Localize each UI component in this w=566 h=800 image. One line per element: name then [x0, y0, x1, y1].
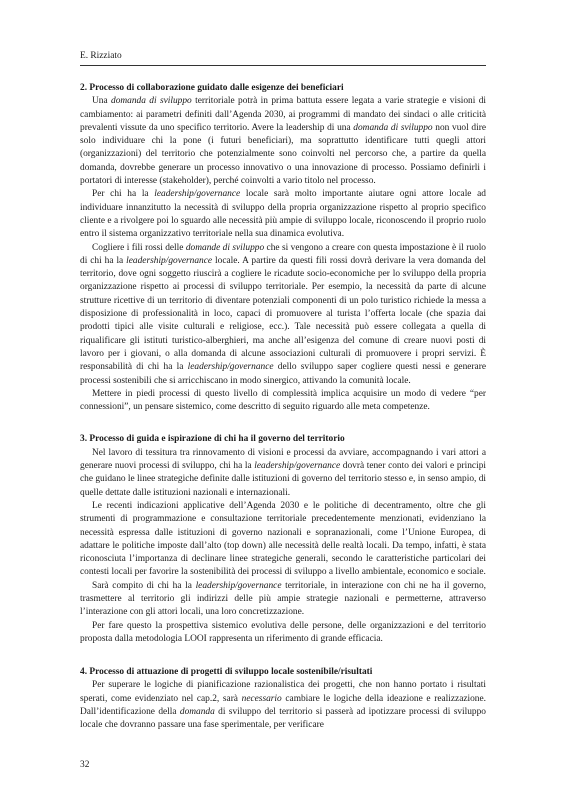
section-spacer — [80, 646, 486, 666]
section-3-paragraph-4: Per fare questo la prospettiva sistemico evolutiva delle persone, delle organizzazioni e del territorio proposta dalla metodologia LOOI rappresenta un riferimento di grande efficacia. — [80, 620, 486, 644]
running-header — [80, 50, 486, 66]
page-body — [80, 82, 486, 733]
section-3-paragraph-3: Sarà compito di chi ha la leadership/governance territoriale, in interazione con chi ne ha il governo, trasmettere al territorio gli indirizzi delle più ampie strategie nazionali e permetterne, attraverso l’interazione con gli attori locali, una loro concretizzazione. — [80, 580, 486, 618]
section-3-heading: 3. Processo di guida e ispirazione di chi ha il governo del territorio — [80, 434, 345, 445]
section-4-heading: 4. Processo di attuazione di progetti di sviluppo locale sostenibile/risultati — [80, 667, 373, 678]
header-author: E. Rizziato — [80, 51, 122, 61]
section-2-paragraph-3: Cogliere i fili rossi delle domande di sviluppo che si vengono a creare con questa impostazione è il ruolo di chi ha la leadership/governance locale. A partire da questi fili rossi dovrà derivare la vera domanda del territorio, dove ogni soggetto riuscirà a cogliere le ricadute socio-economiche per lo sviluppo della propria organizzazione rispetto ai processi di sviluppo territoriale. Per esempio, la necessità da parte di alcune strutture ricettive di un territorio di diventare potenziali componenti di un polo turistico richiede la messa a disposizione di professionalità in loco, capaci di promuovere al turista l’offerta locale (che spazia dai prodotti tipici alle visite culturali e religiose, ecc.). Tale necessità può essere collegata a quella di riqualificare gli istituti turistico-alberghieri, ma anche all’esigenza del comune di creare nuovi posti di lavoro per i giovani, o alla domanda di alcune associazioni culturali di promuovere i propri servizi. È responsabilità di chi ha la leadership/governance dello sviluppo saper cogliere questi nessi e generare processi sostenibili che si arricchiscano in modo sinergico, attivando la comunità locale. — [80, 242, 486, 386]
section-spacer — [80, 414, 486, 433]
section-2-paragraph-1: Una domanda di sviluppo territoriale potrà in prima battuta essere legata a varie strategie e visioni di cambiamento: ai parametri definiti dall’Agenda 2030, ai programmi di mandato dei sindaci o alle criticità prevalenti vissute da uno specifico territorio. Avere la leadership di una domanda di sviluppo non vuol dire solo individuare chi la pone (i futuri beneficiari), ma soprattutto identificare tutti quegli attori (organizzazioni) del territorio che potenzialmente sono coinvolti nel percorso che, a partire da quella domanda, dovrebbe generare un processo innovativo o una innovazione di processo. Possiamo definirli i portatori di interesse (stakeholder), perché coinvolti a vario titolo nel processo. — [80, 96, 486, 187]
section-4-paragraph-1: Per superare le logiche di pianificazione razionalistica dei progetti, che non hanno portato i risultati sperati, come evidenziato nel cap.2, sarà necessario cambiare le logiche della ideazione e realizzazione. Dall’identificazione della domanda di sviluppo del territorio si passerà ad ipotizzare processi di sviluppo locale che dovranno passare una fase sperimentale, per verificare — [80, 680, 486, 731]
section-2-paragraph-4: Mettere in piedi processi di questo livello di complessità implica acquisire un modo di vedere “per connessioni”, un pensare sistemico, come descritto di seguito riguardo alle meta competenze. — [80, 388, 486, 413]
section-3-paragraph-2: Le recenti indicazioni applicative dell’Agenda 2030 e le politiche di decentramento, oltre che gli strumenti di programmazione e consultazione territoriale precedentemente menzionati, evidenziano la necessità espressa dalle istituzioni di governo nazionali e sopranazionali, come l’Unione Europea, di adattare le politiche imposte dall’alto (top down) alle necessità delle realtà locali. Da tempo, infatti, è stata riconosciuta l’importanza di declinare linee strategiche generali, secondo le caratteristiche particolari dei contesti locali per favorire la sostenibilità dei processi di sviluppo a livello ambientale, economico e sociale. — [80, 500, 486, 578]
section-3-paragraph-1: Nel lavoro di tessitura tra rinnovamento di visioni e processi da avviare, accompagnando i vari attori a generare nuovi processi di sviluppo, chi ha la leadership/governance dovrà tener conto dei valori e principi che guidano le linee strategiche definite dalle istituzioni di governo del territorio stesso e, in senso ampio, di quelle dettate dalle istituzioni nazionali e internazionali. — [80, 447, 486, 498]
section-2-heading: 2. Processo di collaborazione guidato dalle esigenze dei beneficiari — [80, 83, 344, 93]
section-2-paragraph-2: Per chi ha la leadership/governance locale sarà molto importante aiutare ogni attore locale ad individuare innanzitutto la necessità di sviluppo della propria organizzazione rispetto al proprio specifico cliente e a rivolgere poi lo sguardo alle necessità più ampie di sviluppo locale, riconoscendo il proprio ruolo entro il sistema organizzativo territoriale nella sua dinamica evolutiva. — [80, 189, 486, 240]
page-number: 32 — [80, 760, 90, 770]
